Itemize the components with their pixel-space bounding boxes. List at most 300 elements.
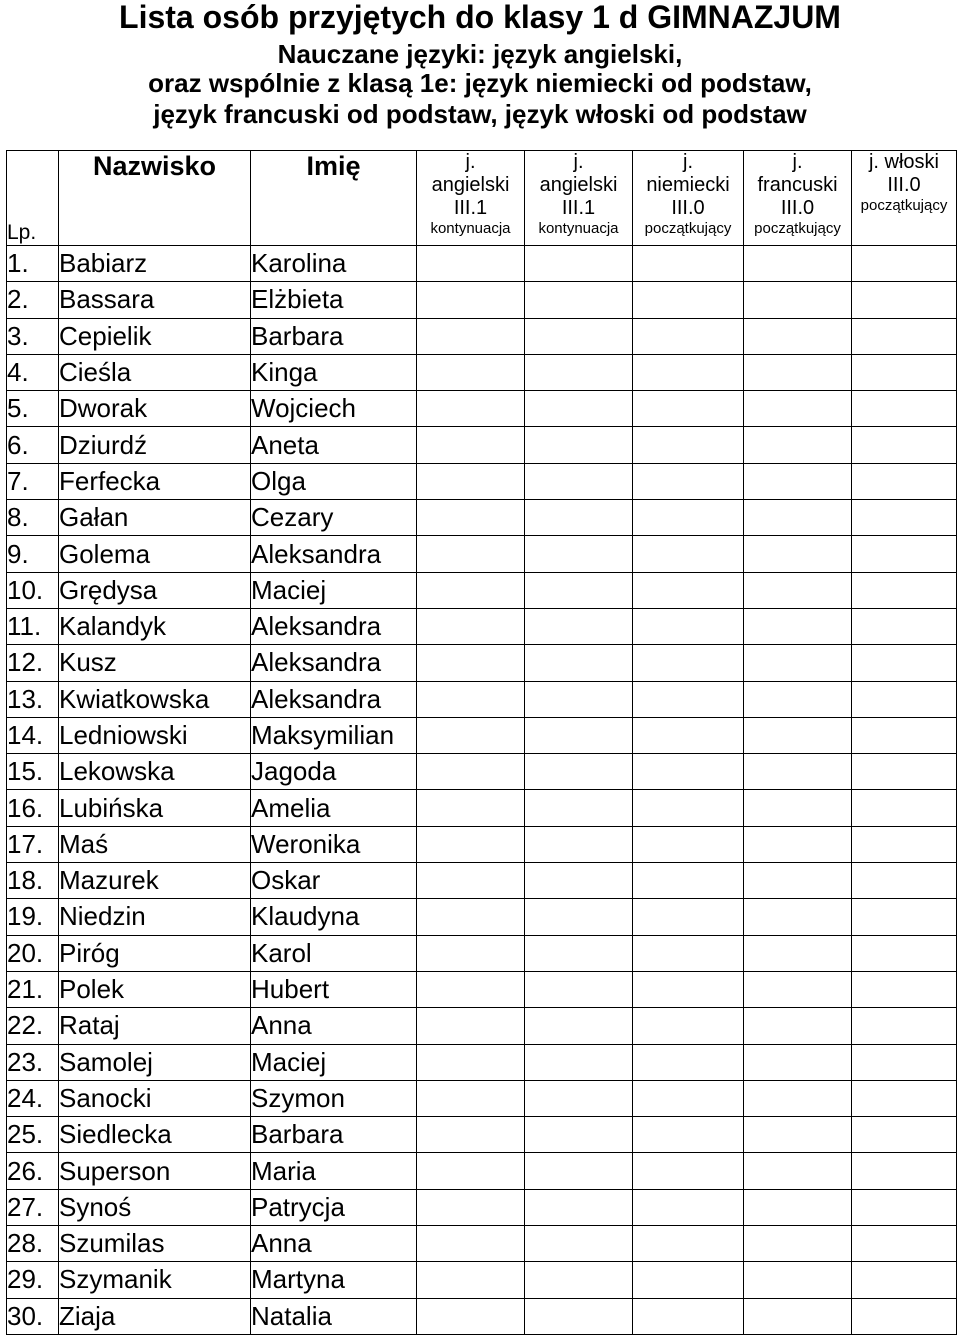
row-mark-cell	[744, 318, 852, 354]
row-surname: Szymanik	[59, 1262, 251, 1298]
table-row	[7, 463, 957, 499]
table-row	[7, 899, 957, 935]
row-mark-cell	[525, 608, 633, 644]
row-surname: Cepielik	[59, 318, 251, 354]
row-mark-cell	[417, 1008, 525, 1044]
row-mark-cell	[744, 1080, 852, 1116]
row-mark-cell	[633, 246, 744, 282]
row-surname: Kwiatkowska	[59, 681, 251, 717]
row-firstname: Martyna	[251, 1262, 417, 1298]
row-firstname: Aneta	[251, 427, 417, 463]
row-mark-cell	[852, 608, 957, 644]
row-mark-cell	[744, 971, 852, 1007]
row-firstname: Natalia	[251, 1298, 417, 1334]
row-mark-cell	[525, 790, 633, 826]
row-number: 21.	[7, 971, 59, 1007]
row-mark-cell	[633, 1044, 744, 1080]
table-row	[7, 572, 957, 608]
row-mark-cell	[852, 645, 957, 681]
row-mark-cell	[852, 1044, 957, 1080]
row-mark-cell	[417, 899, 525, 935]
row-mark-cell	[744, 1044, 852, 1080]
table-row	[7, 500, 957, 536]
row-mark-cell	[852, 427, 957, 463]
row-surname: Synoś	[59, 1189, 251, 1225]
row-mark-cell	[744, 826, 852, 862]
row-mark-cell	[744, 1189, 852, 1225]
row-surname: Samolej	[59, 1044, 251, 1080]
row-number: 28.	[7, 1226, 59, 1262]
row-number: 20.	[7, 935, 59, 971]
row-mark-cell	[744, 1117, 852, 1153]
row-number: 27.	[7, 1189, 59, 1225]
table-row	[7, 246, 957, 282]
row-mark-cell	[852, 935, 957, 971]
row-number: 3.	[7, 318, 59, 354]
header-lang-french	[744, 151, 852, 246]
table-row	[7, 354, 957, 390]
row-firstname: Karolina	[251, 246, 417, 282]
row-mark-cell	[417, 935, 525, 971]
row-mark-cell	[852, 1153, 957, 1189]
row-number: 24.	[7, 1080, 59, 1116]
row-surname: Siedlecka	[59, 1117, 251, 1153]
row-mark-cell	[852, 1298, 957, 1334]
header-line: III.0	[887, 174, 921, 196]
row-mark-cell	[525, 463, 633, 499]
row-mark-cell	[633, 717, 744, 753]
row-firstname: Amelia	[251, 790, 417, 826]
header-line: angielski	[539, 174, 618, 196]
row-mark-cell	[417, 826, 525, 862]
row-surname: Gałan	[59, 500, 251, 536]
row-mark-cell	[525, 681, 633, 717]
row-mark-cell	[744, 1262, 852, 1298]
row-mark-cell	[633, 754, 744, 790]
row-number: 4.	[7, 354, 59, 390]
row-number: 10.	[7, 572, 59, 608]
row-mark-cell	[525, 427, 633, 463]
row-surname: Babiarz	[59, 246, 251, 282]
subtitle-line-2: oraz wspólnie z klasą 1e: język niemiecki od podstaw,	[148, 68, 812, 98]
row-mark-cell	[852, 863, 957, 899]
row-mark-cell	[744, 1298, 852, 1334]
row-mark-cell	[852, 572, 957, 608]
header-line: j. włoski	[868, 151, 939, 173]
row-mark-cell	[852, 790, 957, 826]
row-number: 11.	[7, 608, 59, 644]
row-mark-cell	[633, 608, 744, 644]
row-surname: Golema	[59, 536, 251, 572]
row-surname: Lubińska	[59, 790, 251, 826]
row-mark-cell	[525, 318, 633, 354]
header-line: j.	[683, 151, 693, 173]
row-surname: Rataj	[59, 1008, 251, 1044]
row-mark-cell	[525, 354, 633, 390]
subtitle-line-1: Nauczane języki: język angielski,	[277, 39, 683, 69]
table-row	[7, 608, 957, 644]
row-firstname: Weronika	[251, 826, 417, 862]
row-surname: Polek	[59, 971, 251, 1007]
row-mark-cell	[417, 318, 525, 354]
row-mark-cell	[525, 1226, 633, 1262]
row-mark-cell	[417, 427, 525, 463]
row-mark-cell	[525, 754, 633, 790]
row-firstname: Klaudyna	[251, 899, 417, 935]
row-mark-cell	[852, 899, 957, 935]
table-row	[7, 427, 957, 463]
row-mark-cell	[633, 1226, 744, 1262]
table-row	[7, 1080, 957, 1116]
row-firstname: Wojciech	[251, 391, 417, 427]
row-firstname: Maksymilian	[251, 717, 417, 753]
header-line: III.1	[561, 197, 596, 219]
table-header-row	[7, 151, 957, 246]
row-surname: Ziaja	[59, 1298, 251, 1334]
row-mark-cell	[525, 645, 633, 681]
row-mark-cell	[852, 1117, 957, 1153]
row-firstname: Elżbieta	[251, 282, 417, 318]
row-mark-cell	[744, 935, 852, 971]
row-mark-cell	[744, 572, 852, 608]
row-mark-cell	[525, 1117, 633, 1153]
row-mark-cell	[852, 391, 957, 427]
row-mark-cell	[744, 536, 852, 572]
row-firstname: Karol	[251, 935, 417, 971]
header-line: III.0	[780, 197, 815, 219]
row-mark-cell	[417, 391, 525, 427]
row-mark-cell	[852, 1226, 957, 1262]
row-mark-cell	[417, 536, 525, 572]
row-mark-cell	[633, 863, 744, 899]
row-mark-cell	[633, 1262, 744, 1298]
row-firstname: Jagoda	[251, 754, 417, 790]
header-firstname: Imię	[251, 151, 417, 246]
row-firstname: Cezary	[251, 500, 417, 536]
header-line: j.	[465, 151, 476, 173]
row-mark-cell	[417, 354, 525, 390]
row-firstname: Kinga	[251, 354, 417, 390]
row-mark-cell	[633, 1080, 744, 1116]
row-number: 8.	[7, 500, 59, 536]
table-row	[7, 282, 957, 318]
row-number: 25.	[7, 1117, 59, 1153]
table-row	[7, 1153, 957, 1189]
row-surname: Superson	[59, 1153, 251, 1189]
header-line: III.1	[453, 197, 488, 219]
row-mark-cell	[525, 1189, 633, 1225]
row-mark-cell	[744, 1008, 852, 1044]
row-surname: Grędysa	[59, 572, 251, 608]
row-mark-cell	[852, 681, 957, 717]
row-mark-cell	[525, 1262, 633, 1298]
row-mark-cell	[417, 1080, 525, 1116]
row-mark-cell	[633, 427, 744, 463]
row-mark-cell	[852, 1008, 957, 1044]
row-firstname: Oskar	[251, 863, 417, 899]
students-table	[6, 150, 957, 1335]
table-row	[7, 935, 957, 971]
row-mark-cell	[525, 863, 633, 899]
row-surname: Maś	[59, 826, 251, 862]
row-firstname: Anna	[251, 1008, 417, 1044]
row-firstname: Maria	[251, 1153, 417, 1189]
row-mark-cell	[633, 899, 744, 935]
row-mark-cell	[417, 282, 525, 318]
row-mark-cell	[633, 971, 744, 1007]
row-firstname: Patrycja	[251, 1189, 417, 1225]
row-number: 26.	[7, 1153, 59, 1189]
header-level: początkujący	[860, 197, 948, 214]
row-firstname: Barbara	[251, 318, 417, 354]
row-surname: Mazurek	[59, 863, 251, 899]
header-line: III.0	[671, 197, 705, 219]
row-number: 18.	[7, 863, 59, 899]
header-line: francuski	[757, 174, 838, 196]
row-mark-cell	[417, 572, 525, 608]
row-firstname: Anna	[251, 1226, 417, 1262]
row-mark-cell	[417, 1298, 525, 1334]
header-lang-italian	[852, 151, 957, 246]
table-row	[7, 826, 957, 862]
row-mark-cell	[525, 1298, 633, 1334]
header-lang-german	[633, 151, 744, 246]
table-row	[7, 318, 957, 354]
row-number: 15.	[7, 754, 59, 790]
row-number: 23.	[7, 1044, 59, 1080]
table-row	[7, 536, 957, 572]
row-number: 13.	[7, 681, 59, 717]
row-surname: Dziurdź	[59, 427, 251, 463]
table-row	[7, 863, 957, 899]
row-mark-cell	[525, 826, 633, 862]
row-mark-cell	[633, 1153, 744, 1189]
page-title: Lista osób przyjętych do klasy 1 d GIMNAZJUM	[119, 0, 841, 35]
row-surname: Cieśla	[59, 354, 251, 390]
row-surname: Kusz	[59, 645, 251, 681]
row-mark-cell	[417, 1153, 525, 1189]
row-mark-cell	[744, 645, 852, 681]
row-mark-cell	[744, 863, 852, 899]
row-mark-cell	[525, 536, 633, 572]
row-mark-cell	[525, 899, 633, 935]
header-lp: Lp.	[7, 151, 59, 246]
row-firstname: Aleksandra	[251, 645, 417, 681]
table-row	[7, 1044, 957, 1080]
row-firstname: Maciej	[251, 1044, 417, 1080]
row-number: 1.	[7, 246, 59, 282]
header-level: początkujący	[644, 220, 732, 237]
row-mark-cell	[633, 572, 744, 608]
row-firstname: Maciej	[251, 572, 417, 608]
row-mark-cell	[525, 1044, 633, 1080]
row-mark-cell	[525, 1080, 633, 1116]
row-number: 9.	[7, 536, 59, 572]
row-mark-cell	[525, 1153, 633, 1189]
row-mark-cell	[744, 282, 852, 318]
table-row	[7, 971, 957, 1007]
row-mark-cell	[852, 1189, 957, 1225]
row-mark-cell	[744, 899, 852, 935]
row-mark-cell	[417, 863, 525, 899]
row-number: 12.	[7, 645, 59, 681]
header-lang-english-1	[417, 151, 525, 246]
row-mark-cell	[633, 500, 744, 536]
header-line: niemiecki	[646, 174, 730, 196]
row-mark-cell	[525, 1008, 633, 1044]
table-row	[7, 754, 957, 790]
row-firstname: Aleksandra	[251, 608, 417, 644]
table-row	[7, 1189, 957, 1225]
row-mark-cell	[852, 971, 957, 1007]
table-body	[7, 246, 957, 1335]
row-mark-cell	[744, 790, 852, 826]
table-row	[7, 681, 957, 717]
row-number: 30.	[7, 1298, 59, 1334]
row-surname: Dworak	[59, 391, 251, 427]
row-mark-cell	[633, 391, 744, 427]
row-mark-cell	[633, 935, 744, 971]
row-mark-cell	[852, 282, 957, 318]
row-surname: Bassara	[59, 282, 251, 318]
row-mark-cell	[744, 354, 852, 390]
row-mark-cell	[852, 246, 957, 282]
row-mark-cell	[633, 318, 744, 354]
row-mark-cell	[417, 1262, 525, 1298]
row-mark-cell	[525, 391, 633, 427]
row-surname: Piróg	[59, 935, 251, 971]
table-row	[7, 391, 957, 427]
row-mark-cell	[417, 500, 525, 536]
header-level: początkujący	[754, 220, 841, 237]
row-surname: Niedzin	[59, 899, 251, 935]
row-number: 2.	[7, 282, 59, 318]
header-line: angielski	[431, 174, 510, 196]
row-surname: Kalandyk	[59, 608, 251, 644]
row-mark-cell	[417, 681, 525, 717]
row-mark-cell	[744, 681, 852, 717]
row-surname: Sanocki	[59, 1080, 251, 1116]
row-firstname: Aleksandra	[251, 681, 417, 717]
row-mark-cell	[852, 1262, 957, 1298]
row-mark-cell	[633, 645, 744, 681]
row-mark-cell	[852, 826, 957, 862]
row-mark-cell	[852, 500, 957, 536]
row-surname: Lekowska	[59, 754, 251, 790]
row-mark-cell	[417, 463, 525, 499]
row-mark-cell	[525, 971, 633, 1007]
table-row	[7, 1008, 957, 1044]
row-mark-cell	[852, 536, 957, 572]
row-mark-cell	[633, 536, 744, 572]
row-number: 5.	[7, 391, 59, 427]
table-row	[7, 790, 957, 826]
row-mark-cell	[744, 427, 852, 463]
row-firstname: Szymon	[251, 1080, 417, 1116]
row-mark-cell	[525, 500, 633, 536]
row-mark-cell	[525, 282, 633, 318]
row-firstname: Hubert	[251, 971, 417, 1007]
row-mark-cell	[744, 754, 852, 790]
row-mark-cell	[633, 1189, 744, 1225]
row-mark-cell	[852, 717, 957, 753]
row-number: 22.	[7, 1008, 59, 1044]
row-mark-cell	[525, 246, 633, 282]
row-number: 17.	[7, 826, 59, 862]
row-mark-cell	[417, 1189, 525, 1225]
row-mark-cell	[744, 391, 852, 427]
row-mark-cell	[852, 1080, 957, 1116]
row-mark-cell	[417, 1117, 525, 1153]
row-number: 29.	[7, 1262, 59, 1298]
row-mark-cell	[633, 354, 744, 390]
row-number: 6.	[7, 427, 59, 463]
table-row	[7, 1226, 957, 1262]
header-lang-english-2	[525, 151, 633, 246]
table-row	[7, 1117, 957, 1153]
row-mark-cell	[525, 935, 633, 971]
row-mark-cell	[744, 717, 852, 753]
table-row	[7, 1262, 957, 1298]
row-mark-cell	[744, 246, 852, 282]
table-row	[7, 645, 957, 681]
row-mark-cell	[744, 500, 852, 536]
row-mark-cell	[633, 790, 744, 826]
row-number: 7.	[7, 463, 59, 499]
row-mark-cell	[417, 717, 525, 753]
row-mark-cell	[744, 1153, 852, 1189]
row-number: 19.	[7, 899, 59, 935]
header-level: kontynuacja	[430, 220, 511, 237]
row-surname: Szumilas	[59, 1226, 251, 1262]
header-line: j.	[792, 151, 803, 173]
row-mark-cell	[744, 1226, 852, 1262]
row-mark-cell	[744, 463, 852, 499]
row-mark-cell	[525, 717, 633, 753]
row-mark-cell	[417, 608, 525, 644]
row-mark-cell	[417, 790, 525, 826]
subtitle-line-3: język francuski od podstaw, język włoski od podstaw	[153, 99, 807, 129]
row-mark-cell	[852, 354, 957, 390]
row-mark-cell	[633, 282, 744, 318]
table-row	[7, 1298, 957, 1334]
row-mark-cell	[852, 463, 957, 499]
row-mark-cell	[417, 1044, 525, 1080]
row-firstname: Barbara	[251, 1117, 417, 1153]
row-mark-cell	[633, 463, 744, 499]
row-mark-cell	[417, 1226, 525, 1262]
row-mark-cell	[744, 608, 852, 644]
row-mark-cell	[633, 1008, 744, 1044]
table-row	[7, 717, 957, 753]
row-number: 14.	[7, 717, 59, 753]
row-mark-cell	[417, 754, 525, 790]
row-mark-cell	[633, 681, 744, 717]
row-mark-cell	[417, 246, 525, 282]
row-mark-cell	[417, 971, 525, 1007]
header-surname: Nazwisko	[59, 151, 251, 246]
row-mark-cell	[852, 754, 957, 790]
header-line: j.	[573, 151, 584, 173]
row-mark-cell	[525, 572, 633, 608]
row-mark-cell	[633, 1298, 744, 1334]
row-firstname: Aleksandra	[251, 536, 417, 572]
row-surname: Ferfecka	[59, 463, 251, 499]
header-level: kontynuacja	[538, 220, 619, 237]
row-number: 16.	[7, 790, 59, 826]
row-mark-cell	[633, 1117, 744, 1153]
row-surname: Ledniowski	[59, 717, 251, 753]
